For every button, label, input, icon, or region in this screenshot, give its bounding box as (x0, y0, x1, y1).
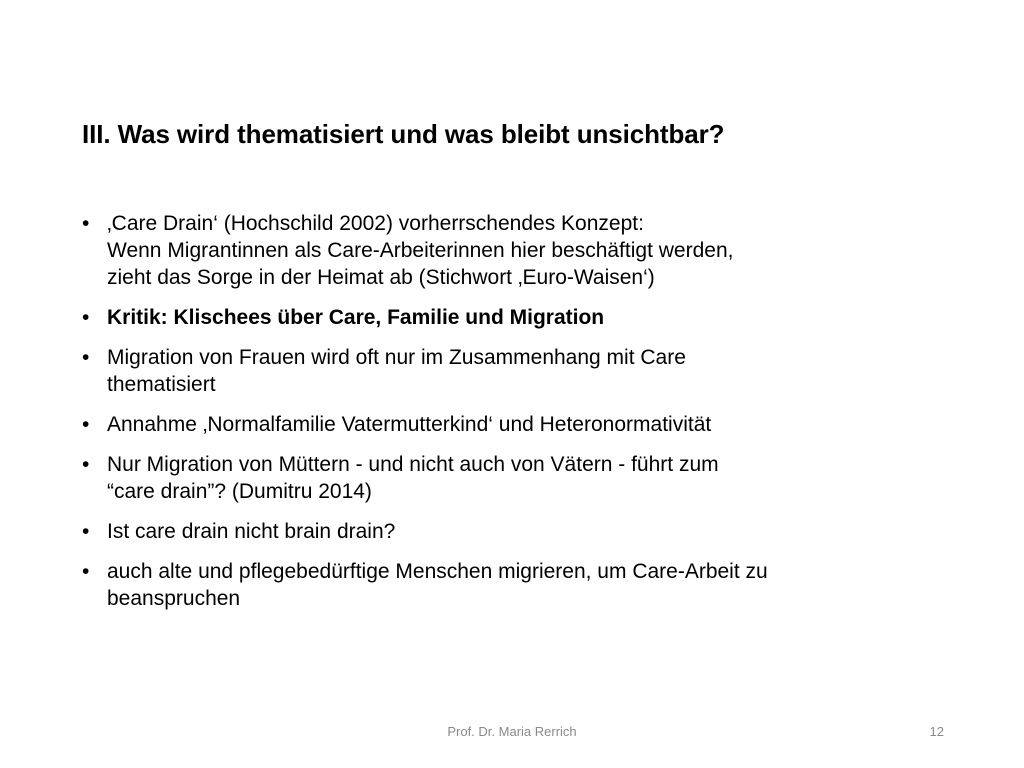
bullet-icon: • (82, 413, 90, 436)
bullet-icon: • (82, 212, 90, 235)
bullet-item-normalfamilie (82, 411, 962, 438)
bullet-text (107, 344, 962, 398)
bullet-line: thematisiert (107, 373, 216, 396)
bullet-line: ‚Care Drain‘ (Hochschild 2002) vorherrschendes Konzept: (107, 212, 644, 235)
bullet-icon: • (82, 560, 90, 583)
page-number: 12 (929, 724, 944, 739)
bullet-icon: • (82, 453, 90, 476)
bullet-item-muettern (82, 451, 962, 505)
bullet-text (107, 451, 962, 505)
bullet-text (107, 518, 962, 545)
bullet-line: Annahme ‚Normalfamilie Vatermutterkind‘ und Heteronormativität (107, 413, 712, 436)
bullet-text (107, 304, 962, 331)
slide-title: III. Was wird thematisiert und was bleibt unsichtbar? (82, 119, 725, 149)
bullet-line: “care drain”? (Dumitru 2014) (107, 480, 372, 503)
bullet-line: Wenn Migrantinnen als Care-Arbeiterinnen hier beschäftigt werden, (107, 239, 734, 262)
bullet-icon: • (82, 520, 90, 543)
bullet-item-kritik (82, 304, 962, 331)
footer-author: Prof. Dr. Maria Rerrich (447, 724, 577, 739)
bullet-text (107, 411, 962, 438)
bullet-line: Ist care drain nicht brain drain? (107, 520, 396, 543)
bullet-list (82, 210, 962, 625)
bullet-line: auch alte und pflegebedürftige Menschen migrieren, um Care-Arbeit zu (107, 560, 768, 583)
bullet-text (107, 558, 962, 612)
bullet-item-alte-menschen (82, 558, 962, 612)
bullet-icon: • (82, 346, 90, 369)
bullet-icon: • (82, 306, 90, 329)
bullet-line: Migration von Frauen wird oft nur im Zusammenhang mit Care (107, 346, 686, 369)
bullet-line: Nur Migration von Müttern - und nicht auch von Vätern - führt zum (107, 453, 719, 476)
bullet-item-migration-frauen (82, 344, 962, 398)
bullet-text (107, 210, 962, 291)
bullet-line: Kritik: Klischees über Care, Familie und Migration (107, 306, 605, 329)
bullet-item-care-drain (82, 210, 962, 291)
bullet-item-brain-drain (82, 518, 962, 545)
bullet-line: zieht das Sorge in der Heimat ab (Stichwort ‚Euro-Waisen‘) (107, 266, 655, 289)
bullet-line: beanspruchen (107, 587, 241, 610)
